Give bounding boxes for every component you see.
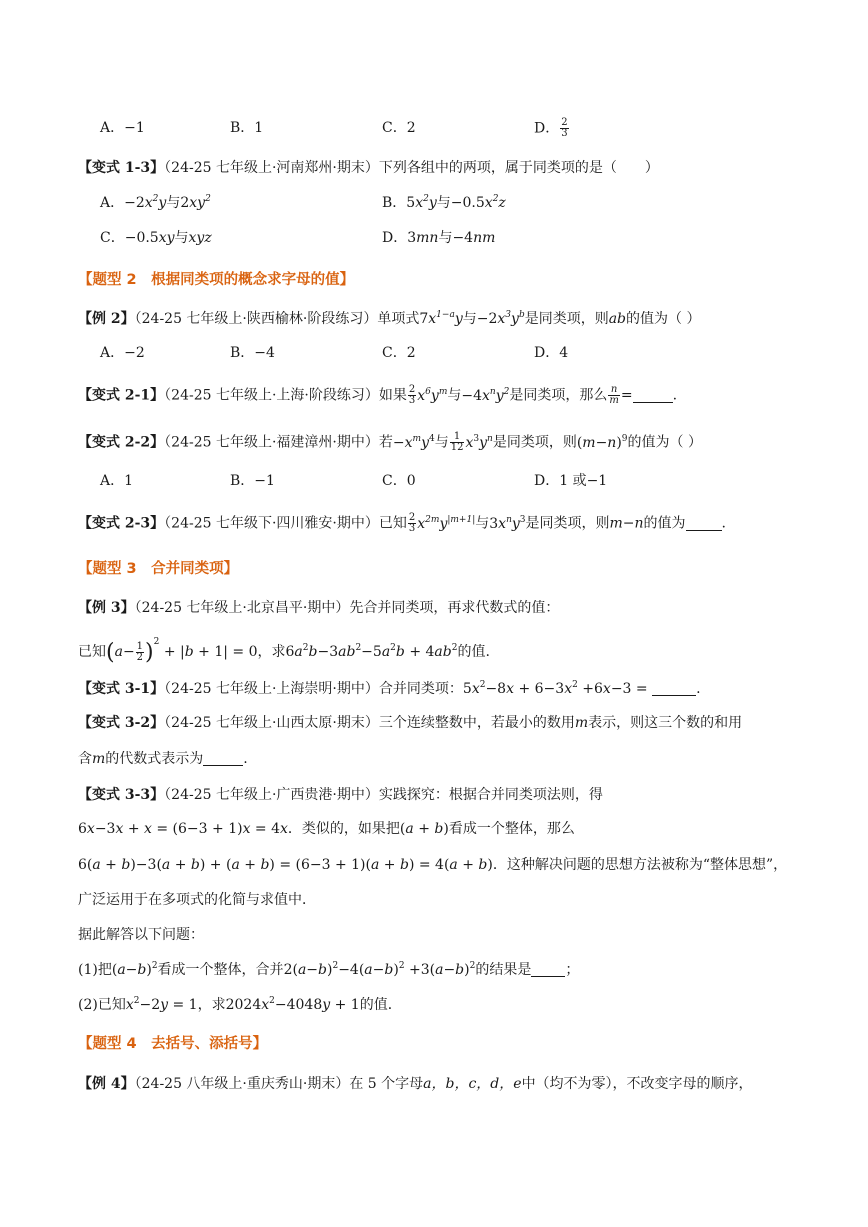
section-heading-2: 【题型 2 根据同类项的概念求字母的值】: [78, 272, 355, 288]
example-2: 【例 2】（24-25 七年级上·陕西榆林·阶段练习）单项式$7x^{1-a}y$与$-2x^3y^b$是同类项，则ab的值为（ ）: [78, 310, 701, 327]
variant-2-3: 【变式 2-3】（24-25 七年级下·四川雅安·期中）已知 $\frac{2}{3}$ $x^{2m}y^{|m+1|}$与$3x^ny^3$是同类项，则m−n的值为 .: [78, 512, 726, 534]
v22-option-c: C．0: [382, 473, 416, 489]
e2-option-a: A．−2: [100, 345, 145, 361]
variant-3-1: 【变式 3-1】（24-25 七年级上·上海崇明·期中）合并同类项：$5x^2-8x + 6-3x^2 +6x-3$ = .: [78, 680, 701, 697]
v13-option-b: B．$5x^2y$与$-0.5x^2z$: [382, 194, 506, 211]
variant-3-3: 【变式 3-3】（24-25 七年级上·广西贵港·期中）实践探究：根据合并同类项法则，得: [78, 787, 603, 803]
variant-3-3-line4: 广泛运用于在多项式的化简与求值中．: [78, 892, 316, 908]
variant-3-3-part2: (2)已知$x^2-2y = 1$，求$2024x^2-4048y + 1$的值．: [78, 996, 402, 1013]
v22-option-b: B．−1: [230, 473, 275, 489]
variant-3-3-line2: 6x−3x + x = (6−3 + 1)x = 4x．类似的，如果把(a + b)看成一个整体，那么: [78, 821, 575, 837]
variant-3-3-line5: 据此解答以下问题：: [78, 927, 204, 943]
variant-3-2: 【变式 3-2】（24-25 七年级上·山西太原·期末）三个连续整数中，若最小的数用m表示，则这三个数的和用: [78, 715, 743, 731]
variant-3-2-cont: 含m的代数式表示为 .: [78, 751, 248, 767]
example-4: 【例 4】（24-25 八年级上·重庆秀山·期末）在 5 个字母a，b，c，d，e中（均不为零），不改变字母的顺序，: [78, 1076, 753, 1092]
variant-2-1: 【变式 2-1】（24-25 七年级上·上海·阶段练习）如果 $\frac{2}{3}$ $x^6y^m$与$-4x^ny^2$是同类项，那么 $\frac{n}{m}$ = .: [78, 384, 678, 406]
section-heading-3: 【题型 3 合并同类项】: [78, 561, 239, 577]
e2-option-c: C．2: [382, 345, 416, 361]
option-c: C．2: [382, 120, 416, 136]
v22-option-d: D．1 或−1: [534, 473, 608, 489]
e2-option-b: B．−4: [230, 345, 275, 361]
option-d: D． $\frac{2}{3}$: [534, 117, 568, 139]
v13-option-c: C．−0.5xy与xyz: [100, 230, 212, 246]
section-heading-4: 【题型 4 去括号、添括号】: [78, 1036, 268, 1052]
example-3: 【例 3】（24-25 七年级上·北京昌平·期中）先合并同类项，再求代数式的值：: [78, 600, 560, 616]
e2-option-d: D．4: [534, 345, 569, 361]
option-b: B．1: [230, 120, 264, 136]
option-a: A．−1: [100, 120, 145, 136]
question-v13: 【变式 1-3】（24-25 七年级上·河南郑州·期末）下列各组中的两项，属于同类项的是（ ）: [78, 160, 659, 176]
v13-option-a: A．$-2x^2y$与$2xy^2$: [100, 194, 211, 211]
variant-3-3-line3: 6(a + b)−3(a + b) + (a + b) = (6−3 + 1)(a + b) = 4(a + b)．这种解决问题的思想方法被称为“整体思想”，: [78, 857, 788, 873]
example-3-condition: 已知(a− $\frac{1}{2}$ )$^2$ + |b + 1| = 0，求$6a^2b-3ab^2-5a^2b + 4ab^2$的值.: [78, 637, 490, 665]
variant-3-3-part1: (1)把$(a-b)^2$看成一个整体，合并$2(a-b)^2-4(a-b)^2 +3(a-b)^2$的结果是 ；: [78, 961, 580, 978]
variant-2-2: 【变式 2-2】（24-25 七年级上·福建漳州·期中）若$-x^my^4$与 $\frac{1}{12}$ $x^3y^n$是同类项，则$(m-n)^9$的值为（ ）: [78, 431, 702, 453]
v22-option-a: A．1: [100, 473, 134, 489]
v13-option-d: D．3mn与−4nm: [382, 230, 496, 246]
